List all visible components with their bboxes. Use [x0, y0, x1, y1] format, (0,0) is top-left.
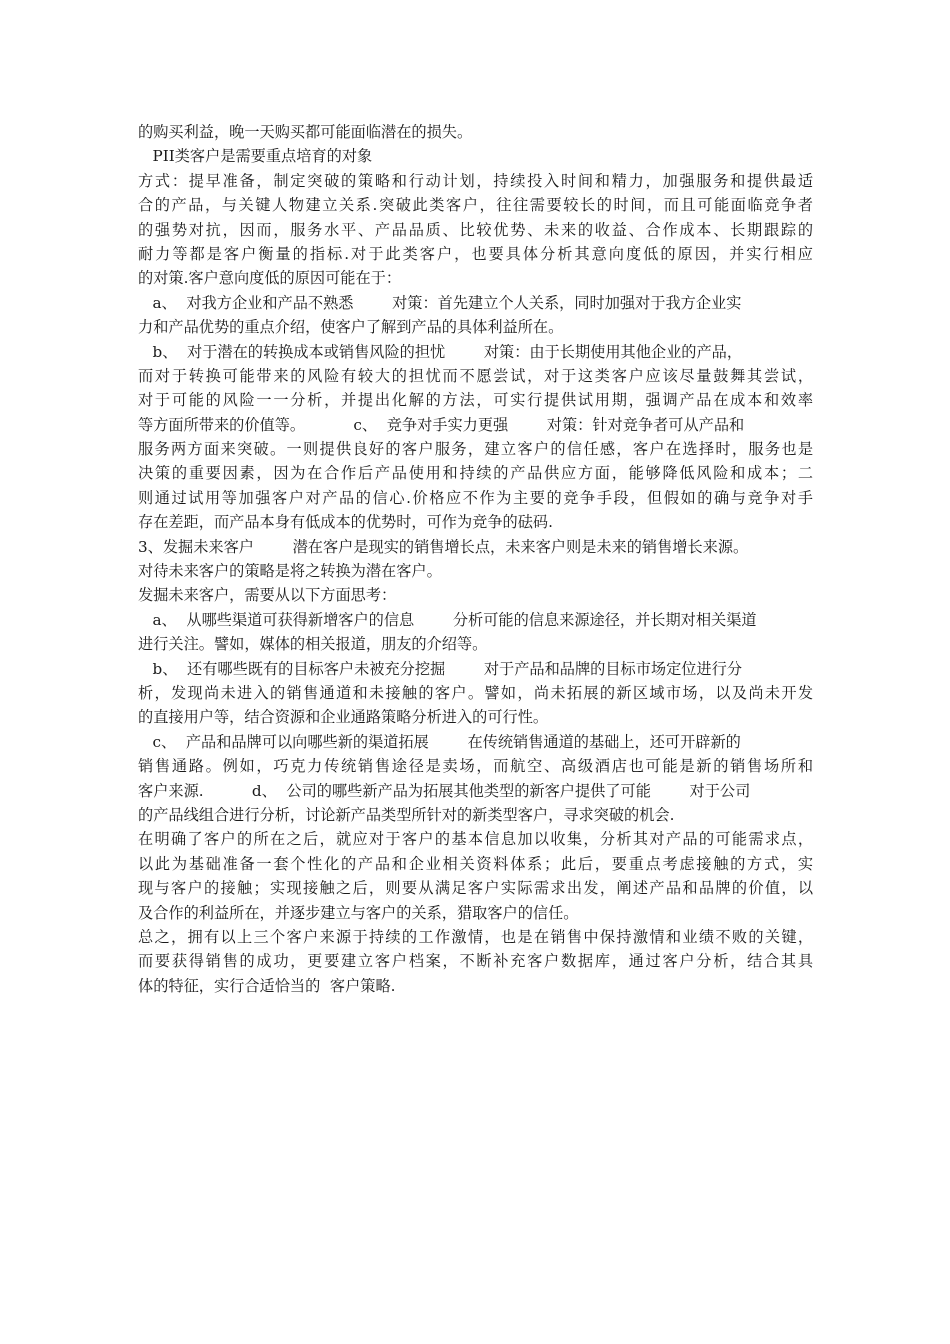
text-line: 而对于转换可能带来的风险有较大的担忧而不愿尝试，对于这类客户应该尽量鼓舞其尝试， — [138, 366, 813, 385]
text-line: b、 还有哪些既有的目标客户未被充分挖掘 对于产品和品牌的目标市场定位进行分 — [138, 659, 743, 678]
text-line: PII类客户是需要重点培育的对象 — [138, 147, 373, 166]
text-line: 对待未来客户的策略是将之转换为潜在客户。 — [138, 562, 442, 581]
text-line: 方式：提早准备，制定突破的策略和行动计划，持续投入时间和精力，加强服务和提供最适 — [138, 171, 813, 190]
text-line: 的强势对抗，因而，服务水平、产品品质、比较优势、未来的收益、合作成本、长期跟踪的 — [138, 220, 813, 239]
text-line: 存在差距，而产品本身有低成本的优势时，可作为竞争的砝码. — [138, 513, 553, 532]
text-line: 的直接用户等，结合资源和企业通路策略分析进入的可行性。 — [138, 708, 549, 727]
text-line: 及合作的利益所在，并逐步建立与客户的关系，猎取客户的信任。 — [138, 903, 579, 922]
text-line: 合的产品，与关键人物建立关系.突破此类客户，往往需要较长的时间，而且可能面临竞争者 — [138, 196, 813, 215]
text-line: 现与客户的接触；实现接触之后，则要从满足客户实际需求出发，阐述产品和品牌的价值，以 — [138, 879, 813, 898]
text-line: 在明确了客户的所在之后，就应对于客户的基本信息加以收集，分析其对产品的可能需求点， — [138, 830, 813, 849]
text-line: c、 产品和品牌可以向哪些新的渠道拓展 在传统销售通道的基础上，还可开辟新的 — [138, 732, 741, 751]
text-line: a、 对我方企业和产品不熟悉 对策：首先建立个人关系，同时加强对于我方企业实 — [138, 293, 742, 312]
document-body — [138, 120, 813, 998]
text-line: 3、发掘未来客户 潜在客户是现实的销售增长点，未来客户则是未来的销售增长来源。 — [138, 537, 749, 556]
text-line: 决策的重要因素，因为在合作后产品使用和持续的产品供应方面，能够降低风险和成本；二 — [138, 464, 813, 483]
text-line: 销售通路。例如，巧克力传统销售途径是卖场，而航空、高级酒店也可能是新的销售场所和 — [138, 757, 813, 776]
text-line: 析，发现尚未进入的销售通道和未接触的客户。譬如，尚未拓展的新区域市场，以及尚未开发 — [138, 683, 813, 702]
text-line: 则通过试用等加强客户对产品的信心.价格应不作为主要的竞争手段，但假如的确与竞争对手 — [138, 488, 813, 507]
text-line: 对于可能的风险一一分析，并提出化解的方法，可实行提供试用期，强调产品在成本和效率 — [138, 391, 813, 410]
text-line: 等方面所带来的价值等。 c、 竞争对手实力更强 对策：针对竞争者可从产品和 — [138, 415, 745, 434]
text-line: 发掘未来客户，需要从以下方面思考： — [138, 586, 397, 605]
text-line: 服务两方面来突破。一则提供良好的客户服务，建立客户的信任感，客户在选择时，服务也是 — [138, 440, 813, 459]
text-line: 进行关注。譬如，媒体的相关报道，朋友的介绍等。 — [138, 635, 488, 654]
text-line: 而要获得销售的成功，更要建立客户档案，不断补充客户数据库，通过客户分析，结合其具 — [138, 952, 813, 971]
text-line: 总之，拥有以上三个客户来源于持续的工作激情，也是在销售中保持激情和业绩不败的关键， — [138, 927, 813, 946]
text-line: 以此为基础准备一套个性化的产品和企业相关资料体系；此后，要重点考虑接触的方式，实 — [138, 854, 813, 873]
text-line: 体的特征，实行合适恰当的 客户策略. — [138, 976, 396, 995]
text-line: 的产品线组合进行分析，讨论新产品类型所针对的新类型客户，寻求突破的机会. — [138, 805, 675, 824]
text-line: b、 对于潜在的转换成本或销售风险的担忧 对策：由于长期使用其他企业的产品， — [138, 342, 743, 361]
text-line: 耐力等都是客户衡量的指标.对于此类客户，也要具体分析其意向度低的原因，并实行相应 — [138, 244, 813, 263]
text-line: 的对策.客户意向度低的原因可能在于： — [138, 269, 402, 288]
text-line: 力和产品优势的重点介绍，使客户了解到产品的具体利益所在。 — [138, 318, 564, 337]
text-line: a、 从哪些渠道可获得新增客户的信息 分析可能的信息来源途径，并长期对相关渠道 — [138, 610, 757, 629]
text-line: 客户来源. d、 公司的哪些新产品为拓展其他类型的新客户提供了可能 对于公司 — [138, 781, 751, 800]
text-line: 的购买利益，晚一天购买都可能面临潜在的损失。 — [138, 123, 473, 141]
